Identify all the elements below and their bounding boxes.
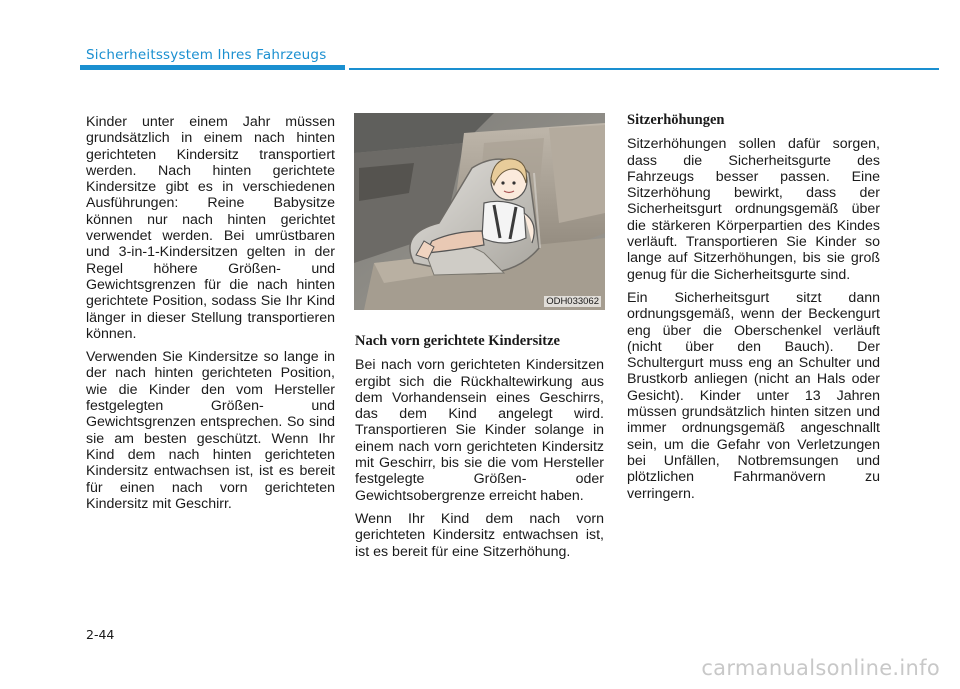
figure-code: ODH033062 — [546, 296, 599, 307]
paragraph: Kinder unter einem Jahr müssen grundsätzlich in einem nach hinten gerichteten Kindersitz transportiert werden. Nach hinten gerichtete Kindersitze gibt es in verschiedenen Ausführungen: Reine Babysitze können nur nach hinten gerichtet verwendet werden. Bei umrüstbaren und 3-in-1-Kindersitzen gelten in der Regel höhere Größen- und Gewichtsgrenzen für die nach hinten gerichtete Position, sodass Sie Ihr Kind länger in dieser Stellung transportieren können. — [86, 114, 335, 342]
section-heading: Nach vorn gerichtete Kindersitze — [355, 333, 560, 349]
paragraph: Verwenden Sie Kindersitze so lange in der nach hinten gerichteten Position, wie die Kinder den vom Hersteller festgelegten Größen- und Gewichtsgrenzen entsprechen. So sind sie am besten geschützt. Wenn Ihr Kind dem nach hinten gerichteten Kindersitz entwachsen ist, ist es bereit für einen nach vorn gerichteten Kindersitz mit Geschirr. — [86, 349, 335, 512]
text-column-1 — [86, 114, 335, 519]
page-number: 2-44 — [86, 627, 115, 642]
section-title: Sicherheitssystem Ihres Fahrzeugs — [86, 47, 327, 63]
watermark: carmanualsonline.info — [701, 656, 940, 680]
paragraph: Wenn Ihr Kind dem nach vorn gerichteten Kindersitz entwachsen ist, ist es bereit für eine Sitzerhöhung. — [355, 510, 604, 560]
text-column-3 — [627, 112, 880, 509]
header-rule — [349, 68, 939, 70]
child-seat-illustration — [354, 113, 605, 310]
section-heading: Sitzerhöhungen — [627, 112, 725, 128]
paragraph: Bei nach vorn gerichteten Kindersitzen ergibt sich die Rückhaltewirkung aus dem Vorhandensein eines Geschirrs, das dem Kind angelegt wird. Transportieren Sie Kinder solange in einem nach vorn gerichteten Kindersitz mit Geschirr, bis sie die vom Hersteller festgelegte Größen- oder Gewichtsobergrenze erreicht haben. — [355, 357, 604, 504]
paragraph: Sitzerhöhungen sollen dafür sorgen, dass die Sicherheitsgurte des Fahrzeugs besser passen. Eine Sitzerhöhung bewirkt, dass der Sicherheitsgurt ordnungsgemäß über die stärkeren Körperpartien des Kindes verläuft. Transportieren Sie Kinder so lange auf Sitzerhöhungen, bis sie groß genug für die Sicherheitsgurte sind. — [627, 136, 880, 283]
paragraph: Ein Sicherheitsgurt sitzt dann ordnungsgemäß, wenn der Beckengurt eng über die Oberschenkel verläuft (nicht über den Bauch). Der Schultergurt muss eng an Schulter und Brustkorb anliegen (nicht an Hals oder Gesicht). Kinder unter 13 Jahren müssen grundsätzlich hinten sitzen und immer ordnungsgemäß angeschnallt sein, um die Gefahr von Verletzungen bei Unfällen, Notbremsungen und plötzlichen Fahrmanövern zu verringern. — [627, 289, 880, 502]
text-column-2 — [355, 333, 604, 567]
header-rule-accent — [80, 65, 345, 70]
